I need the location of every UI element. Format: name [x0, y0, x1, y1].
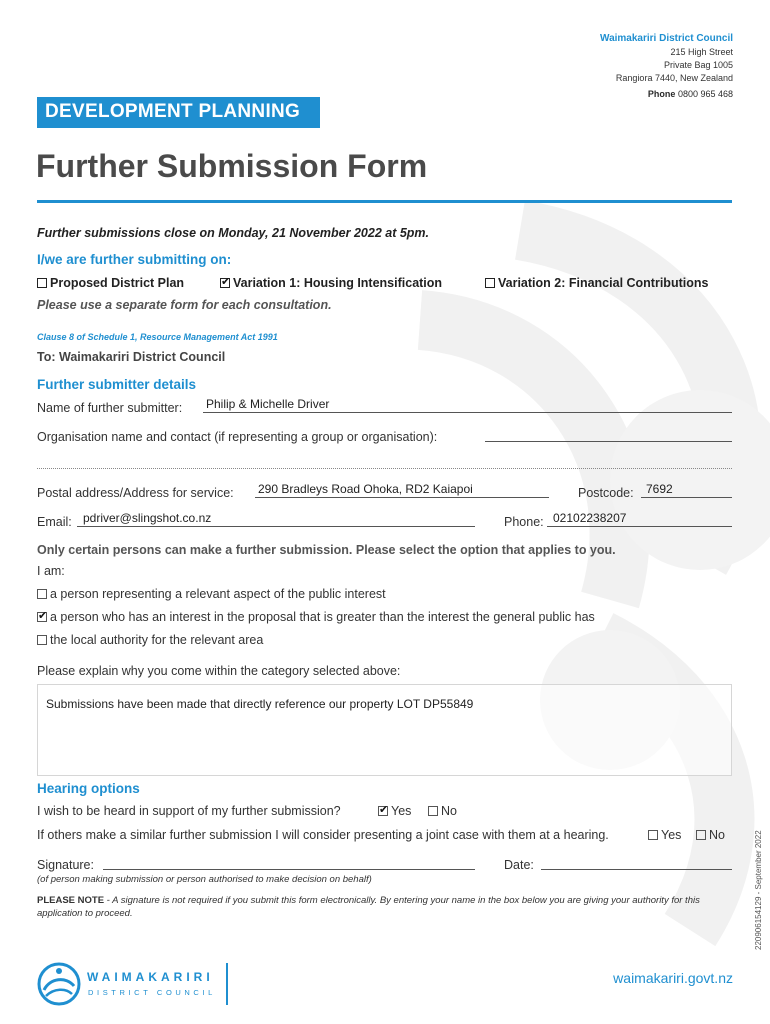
option-label: No: [709, 828, 725, 842]
phone-field-line: [547, 526, 732, 527]
eligibility-option-greater-interest[interactable]: [37, 610, 595, 624]
hearing-question-2: If others make a similar further submission I will consider presenting a joint case with them at a hearing.: [37, 828, 609, 842]
eligibility-option-public-interest[interactable]: [37, 587, 386, 601]
explanation-text: Submissions have been made that directly reference our property LOT DP55849: [46, 697, 474, 711]
postal-address-field[interactable]: 290 Bradleys Road Ohoka, RD2 Kaiapoi: [258, 482, 473, 496]
please-note-text: - A signature is not required if you submit this form electronically. By entering your name in the box below you are giving your authority for this application to proceed.: [37, 895, 700, 919]
website-link[interactable]: waimakariri.govt.nz: [613, 970, 733, 986]
hearing-q1-yes[interactable]: [378, 804, 411, 818]
separate-form-note: Please use a separate form for each consultation.: [37, 298, 332, 312]
email-field[interactable]: pdriver@slingshot.co.nz: [83, 511, 212, 525]
email-label: Email:: [37, 515, 72, 529]
hearing-question-1: I wish to be heard in support of my further submission?: [37, 804, 341, 818]
council-name: Waimakariri District Council: [600, 33, 733, 44]
checkbox-local-authority[interactable]: [37, 635, 47, 645]
checkbox-variation-2[interactable]: [485, 278, 495, 288]
eligibility-heading: Only certain persons can make a further submission. Please select the option that applies to you.: [37, 543, 616, 557]
option-label: Yes: [661, 828, 682, 842]
option-label: the local authority for the relevant area: [50, 633, 264, 647]
signature-label: Signature:: [37, 858, 94, 872]
date-label: Date:: [504, 858, 534, 872]
option-variation-2[interactable]: [485, 276, 708, 290]
hearing-q2-yes[interactable]: [648, 828, 681, 842]
postal-field-line: [255, 497, 549, 498]
checkbox-q2-no[interactable]: [696, 830, 706, 840]
please-note-label: PLEASE NOTE: [37, 895, 105, 906]
checkbox-q1-no[interactable]: [428, 806, 438, 816]
postcode-field-line: [641, 497, 732, 498]
logo-wordmark: WAIMAKARIRI: [87, 970, 214, 984]
option-proposed-district-plan[interactable]: [37, 276, 184, 290]
postcode-label: Postcode:: [578, 486, 634, 500]
hearing-q2-no[interactable]: [696, 828, 725, 842]
explain-label: Please explain why you come within the category selected above:: [37, 664, 401, 678]
title-divider: [37, 200, 732, 203]
phone-field[interactable]: 02102238207: [553, 511, 627, 525]
eligibility-option-local-authority[interactable]: [37, 633, 263, 647]
address-line-1: 215 High Street: [670, 47, 733, 57]
signature-field[interactable]: [103, 869, 475, 870]
document-reference: 220906154129 - September 2022: [754, 830, 763, 950]
i-am-label: I am:: [37, 564, 65, 578]
please-note: [37, 894, 727, 920]
submitter-details-heading: Further submitter details: [37, 377, 197, 392]
section-banner: [37, 97, 320, 128]
option-label: No: [441, 804, 457, 818]
logo-divider: [226, 963, 228, 1005]
council-logo-icon: [36, 962, 82, 1006]
option-label: a person who has an interest in the proposal that is greater than the interest the general public has: [50, 610, 595, 624]
address-line-3: Rangiora 7440, New Zealand: [615, 73, 733, 83]
name-field-line: [203, 412, 732, 413]
date-field[interactable]: [541, 869, 732, 870]
phone-label: Phone:: [504, 515, 544, 529]
closing-date-note: Further submissions close on Monday, 21 November 2022 at 5pm.: [37, 226, 430, 240]
checkbox-greater-interest[interactable]: [37, 612, 47, 622]
postal-address-label: Postal address/Address for service:: [37, 486, 234, 500]
name-label: Name of further submitter:: [37, 401, 183, 415]
header-phone: [648, 89, 733, 99]
hearing-q1-no[interactable]: [428, 804, 457, 818]
organisation-field[interactable]: [485, 441, 732, 442]
logo-subtitle: DISTRICT COUNCIL: [88, 988, 216, 997]
header-phone-label: Phone: [647, 89, 676, 99]
checkbox-public-interest[interactable]: [37, 589, 47, 599]
option-label: Proposed District Plan: [50, 276, 185, 290]
header-phone-value: 0800 965 468: [677, 89, 733, 99]
organisation-label: Organisation name and contact (if representing a group or organisation):: [37, 430, 438, 444]
option-label: Yes: [391, 804, 412, 818]
banner-text: DEVELOPMENT PLANNING: [45, 101, 301, 122]
address-line-2: Private Bag 1005: [663, 60, 733, 70]
checkbox-q2-yes[interactable]: [648, 830, 658, 840]
submitting-on-heading: I/we are further submitting on:: [37, 252, 232, 267]
option-label: a person representing a relevant aspect of the public interest: [50, 587, 386, 601]
option-label: Variation 1: Housing Intensification: [233, 276, 443, 290]
email-field-line: [77, 526, 475, 527]
explanation-textbox[interactable]: [37, 684, 732, 776]
signature-note: (of person making submission or person authorised to make decision on behalf): [37, 874, 372, 885]
option-label: Variation 2: Financial Contributions: [498, 276, 709, 290]
option-variation-1[interactable]: [220, 276, 442, 290]
postcode-field[interactable]: 7692: [646, 482, 673, 496]
checkbox-variation-1[interactable]: [220, 278, 230, 288]
checkbox-proposed-district-plan[interactable]: [37, 278, 47, 288]
clause-reference: Clause 8 of Schedule 1, Resource Management Act 1991: [37, 332, 278, 342]
page-title: Further Submission Form: [36, 148, 428, 184]
to-line: To: Waimakariri District Council: [37, 350, 226, 364]
checkbox-q1-yes[interactable]: [378, 806, 388, 816]
hearing-options-heading: Hearing options: [37, 781, 140, 796]
organisation-field-line-2[interactable]: [37, 468, 732, 469]
name-field[interactable]: Philip & Michelle Driver: [206, 397, 330, 411]
